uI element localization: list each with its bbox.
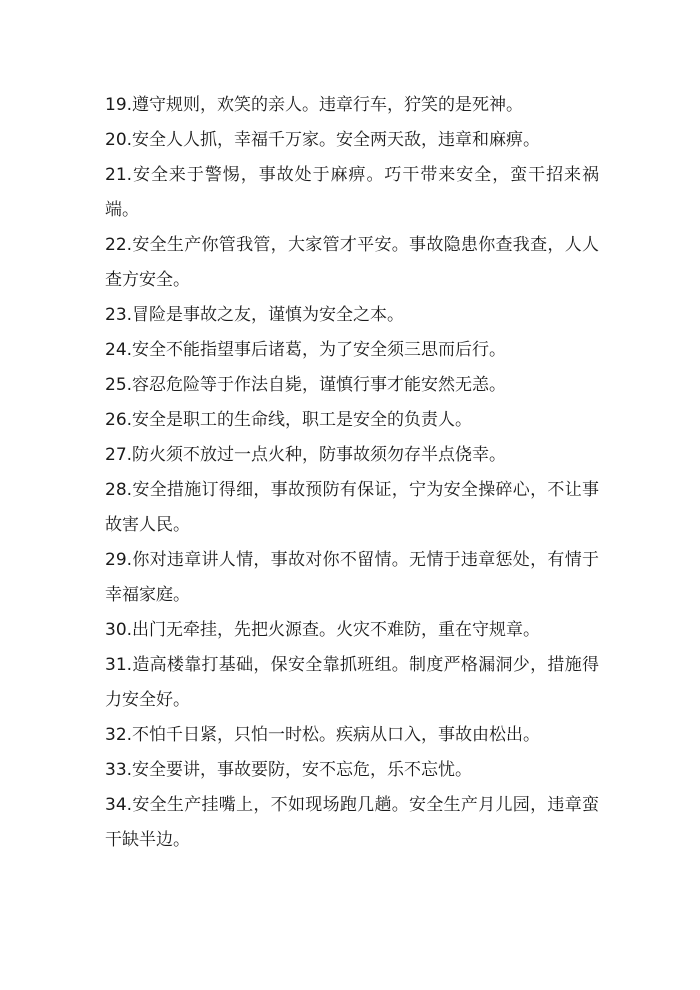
slogan-item-31: 31.造高楼靠打基础，保安全靠抓班组。制度严格漏洞少，措施得力安全好。	[105, 655, 599, 710]
slogan-item-20: 20.安全人人抓，幸福千万家。安全两天敌，违章和麻痹。	[105, 130, 541, 150]
slogan-item-22: 22.安全生产你管我管，大家管才平安。事故隐患你查我查，人人查方安全。	[105, 235, 599, 290]
slogan-item-24: 24.安全不能指望事后诸葛，为了安全须三思而后行。	[105, 340, 507, 360]
slogan-item-32: 32.不怕千日紧，只怕一时松。疾病从口入，事故由松出。	[105, 725, 541, 745]
slogan-item-23: 23.冒险是事故之友，谨慎为安全之本。	[105, 305, 405, 325]
slogan-item-21: 21.安全来于警惕，事故处于麻痹。巧干带来安全，蛮干招来祸端。	[105, 165, 599, 220]
slogan-item-25: 25.容忍危险等于作法自毙，谨慎行事才能安然无恙。	[105, 375, 507, 395]
slogan-item-33: 33.安全要讲，事故要防，安不忘危，乐不忘忧。	[105, 760, 473, 780]
slogan-item-27: 27.防火须不放过一点火种，防事故须勿存半点侥幸。	[105, 445, 507, 465]
slogan-item-29: 29.你对违章讲人情，事故对你不留情。无情于违章惩处，有情于幸福家庭。	[105, 550, 599, 605]
slogan-item-28: 28.安全措施订得细，事故预防有保证，宁为安全操碎心，不让事故害人民。	[105, 480, 599, 535]
slogan-item-34: 34.安全生产挂嘴上，不如现场跑几趟。安全生产月儿园，违章蛮干缺半边。	[105, 795, 599, 850]
slogan-item-19: 19.遵守规则，欢笑的亲人。违章行车，狞笑的是死神。	[105, 95, 524, 115]
slogan-item-30: 30.出门无牵挂，先把火源查。火灾不难防，重在守规章。	[105, 620, 541, 640]
slogan-item-26: 26.安全是职工的生命线，职工是安全的负责人。	[105, 410, 473, 430]
slogan-list	[105, 88, 599, 858]
